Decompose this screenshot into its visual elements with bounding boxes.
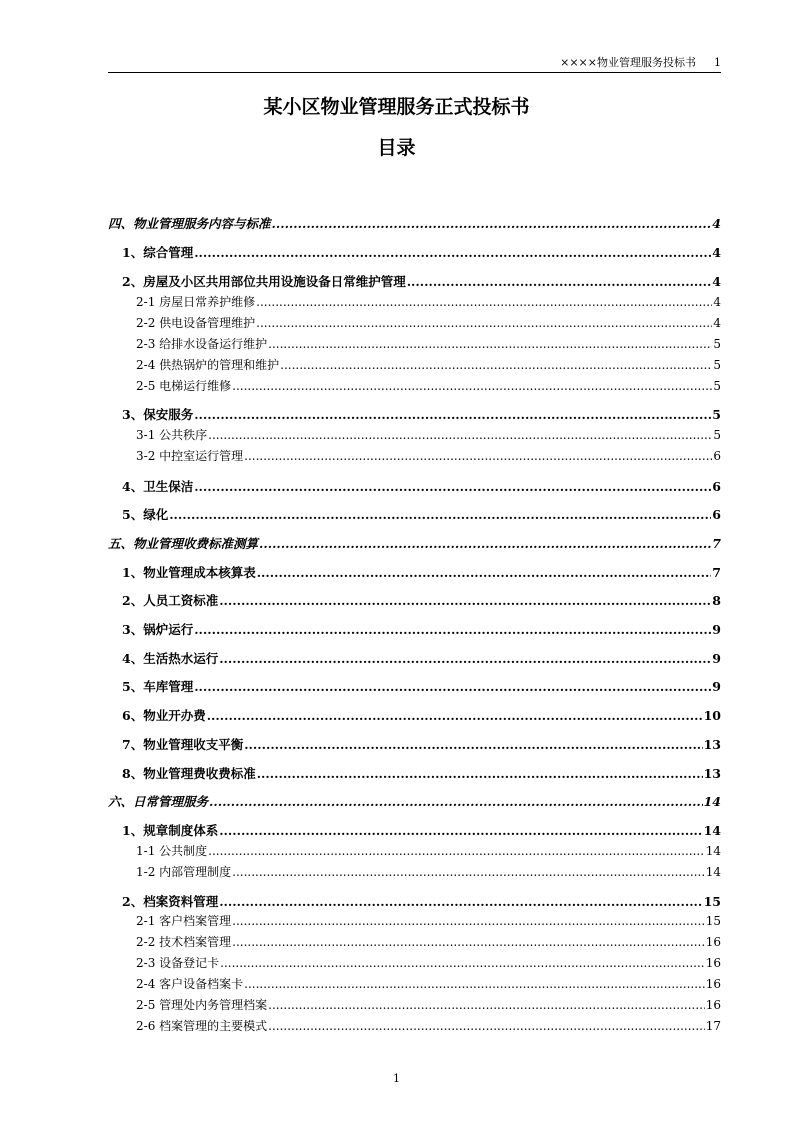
toc-entry-level-1[interactable] <box>108 534 721 552</box>
toc-entry-label: 4、卫生保洁 <box>122 479 194 494</box>
toc-entry-page-number: 16 <box>705 935 721 949</box>
toc-entry-page-number: 7 <box>712 536 721 551</box>
toc-entry-level-2[interactable] <box>122 591 721 609</box>
toc-entry-label: 3、锅炉运行 <box>122 622 194 637</box>
toc-entry-label: 1-1 公共制度 <box>136 844 208 858</box>
toc-entry-label: 5、车库管理 <box>122 679 194 694</box>
toc-leader-dots <box>232 914 705 928</box>
toc-entry-level-3[interactable] <box>136 842 721 859</box>
toc-entry-level-2[interactable] <box>122 706 721 724</box>
toc-entry-page-number: 5 <box>713 428 721 442</box>
toc-entry-page-number: 6 <box>712 507 721 522</box>
toc-entry-label: 2-4 供热锅炉的管理和维护 <box>136 358 280 372</box>
toc-leader-dots <box>232 865 705 879</box>
toc-entry-level-3[interactable] <box>136 314 721 331</box>
toc-entry-page-number: 15 <box>705 914 721 928</box>
toc-leader-dots <box>208 844 705 858</box>
toc-entry-page-number: 6 <box>712 479 721 494</box>
toc-entry-level-1[interactable] <box>108 792 721 810</box>
toc-leader-dots <box>232 935 705 949</box>
toc-entry-level-1[interactable] <box>108 214 721 232</box>
toc-entry-page-number: 7 <box>712 565 721 580</box>
toc-entry-page-number: 6 <box>713 449 721 463</box>
toc-leader-dots <box>194 407 711 422</box>
toc-leader-dots <box>208 428 712 442</box>
toc-leader-dots <box>207 708 703 723</box>
toc-entry-level-3[interactable] <box>136 293 721 310</box>
toc-entry-page-number: 10 <box>703 708 721 723</box>
toc-leader-dots <box>220 956 705 970</box>
toc-entry-level-2[interactable] <box>122 735 721 753</box>
toc-entry-level-2[interactable] <box>122 505 721 523</box>
toc-entry-level-3[interactable] <box>136 975 721 992</box>
toc-entry-label: 7、物业管理收支平衡 <box>122 737 244 752</box>
toc-entry-label: 2-6 档案管理的主要模式 <box>136 1019 268 1033</box>
toc-entry-page-number: 13 <box>703 737 721 752</box>
toc-entry-label: 3-1 公共秩序 <box>136 428 208 442</box>
toc-leader-dots <box>194 245 711 260</box>
toc-entry-level-2[interactable] <box>122 677 721 695</box>
toc-entry-level-3[interactable] <box>136 447 721 464</box>
header-text <box>560 54 721 70</box>
toc-entry-label: 1、物业管理成本核算表 <box>122 565 256 580</box>
toc-entry-page-number: 5 <box>713 337 721 351</box>
toc-leader-dots <box>259 536 711 551</box>
toc-entry-label: 2-2 技术档案管理 <box>136 935 232 949</box>
toc-entry-page-number: 4 <box>713 316 721 330</box>
toc-entry-label: 2-5 电梯运行维修 <box>136 379 232 393</box>
toc-entry-label: 1、规章制度体系 <box>122 823 219 838</box>
toc-entry-label: 6、物业开办费 <box>122 708 206 723</box>
toc-entry-label: 2、档案资料管理 <box>122 894 219 909</box>
toc-entry-page-number: 5 <box>713 379 721 393</box>
toc-leader-dots <box>272 216 712 231</box>
toc-leader-dots <box>407 274 712 289</box>
toc-leader-dots <box>169 507 711 522</box>
toc-leader-dots <box>219 593 711 608</box>
toc-leader-dots <box>232 379 712 393</box>
toc-entry-level-2[interactable] <box>122 764 721 782</box>
toc-leader-dots <box>219 894 702 909</box>
toc-entry-page-number: 4 <box>712 274 721 289</box>
toc-entry-page-number: 5 <box>713 358 721 372</box>
toc-entry-level-3[interactable] <box>136 356 721 373</box>
toc-leader-dots <box>268 998 705 1012</box>
toc-entry-page-number: 9 <box>712 679 721 694</box>
toc-entry-label: 1、综合管理 <box>122 245 194 260</box>
toc-leader-dots <box>244 737 702 752</box>
toc-entry-page-number: 13 <box>703 766 721 781</box>
toc-entry-label: 四、物业管理服务内容与标准 <box>108 216 271 231</box>
toc-entry-level-3[interactable] <box>136 996 721 1013</box>
toc-entry-level-2[interactable] <box>122 563 721 581</box>
toc-entry-level-2[interactable] <box>122 477 721 495</box>
toc-entry-level-3[interactable] <box>136 426 721 443</box>
toc-entry-page-number: 15 <box>703 894 721 909</box>
toc-leader-dots <box>194 679 711 694</box>
toc-entry-level-2[interactable] <box>122 620 721 638</box>
toc-entry-label: 5、绿化 <box>122 507 169 522</box>
toc-entry-level-2[interactable] <box>122 649 721 667</box>
toc-entry-label: 3-2 中控室运行管理 <box>136 449 244 463</box>
toc-leader-dots <box>268 1019 705 1033</box>
toc-leader-dots <box>219 651 711 666</box>
toc-entry-page-number: 14 <box>705 844 721 858</box>
toc-leader-dots <box>219 823 702 838</box>
toc-leader-dots <box>256 295 712 309</box>
toc-entry-label: 8、物业管理费收费标准 <box>122 766 256 781</box>
toc-entry-level-3[interactable] <box>136 863 721 880</box>
toc-entry-page-number: 16 <box>705 998 721 1012</box>
toc-entry-label: 2-1 客户档案管理 <box>136 914 232 928</box>
toc-entry-page-number: 9 <box>712 622 721 637</box>
toc-entry-label: 2-1 房屋日常养护维修 <box>136 295 256 309</box>
toc-entry-label: 2-3 给排水设备运行维护 <box>136 337 268 351</box>
toc-entry-page-number: 14 <box>703 794 721 809</box>
toc-entry-label: 五、物业管理收费标准测算 <box>108 536 259 551</box>
toc-entry-label: 1-2 内部管理制度 <box>136 865 232 879</box>
page-header <box>108 56 721 73</box>
toc-entry-level-3[interactable] <box>136 933 721 950</box>
toc-entry-level-2[interactable] <box>122 272 721 290</box>
toc-entry-level-2[interactable] <box>122 821 721 839</box>
toc-leader-dots <box>194 479 711 494</box>
toc-entry-page-number: 14 <box>703 823 721 838</box>
toc-entry-level-3[interactable] <box>136 1017 721 1034</box>
toc-entry-page-number: 5 <box>712 407 721 422</box>
toc-entry-level-2[interactable] <box>122 243 721 261</box>
toc-entry-label: 2-4 客户设备档案卡 <box>136 977 244 991</box>
toc-entry-page-number: 8 <box>712 593 721 608</box>
toc-entry-label: 3、保安服务 <box>122 407 194 422</box>
page-footer <box>0 1072 793 1085</box>
toc-entry-label: 2-3 设备登记卡 <box>136 956 220 970</box>
toc-entry-level-2[interactable] <box>122 892 721 910</box>
toc-leader-dots <box>194 622 711 637</box>
toc-entry-label: 2-5 管理处内务管理档案 <box>136 998 268 1012</box>
toc-leader-dots <box>256 316 712 330</box>
footer-page-number: 1 <box>393 1072 400 1085</box>
toc-entry-page-number: 16 <box>705 956 721 970</box>
toc-entry-level-3[interactable] <box>136 335 721 352</box>
toc-heading: 目录 <box>377 137 416 159</box>
toc-entry-level-3[interactable] <box>136 377 721 394</box>
header-page-number: 1 <box>714 56 721 69</box>
toc-entry-page-number: 4 <box>712 245 721 260</box>
toc-entry-label: 4、生活热水运行 <box>122 651 219 666</box>
toc-entry-page-number: 17 <box>705 1019 721 1033</box>
document-title: 某小区物业管理服务正式投标书 <box>263 96 530 118</box>
toc-leader-dots <box>280 358 712 372</box>
toc-entry-level-3[interactable] <box>136 912 721 929</box>
toc-entry-page-number: 16 <box>705 977 721 991</box>
header-title: ××××物业管理服务投标书 <box>560 56 696 69</box>
toc-leader-dots <box>244 449 712 463</box>
toc-entry-label: 2、房屋及小区共用部位共用设施设备日常维护管理 <box>122 274 406 289</box>
toc-leader-dots <box>257 565 712 580</box>
toc-leader-dots <box>244 977 705 991</box>
toc-entry-page-number: 4 <box>712 216 721 231</box>
toc-entry-level-3[interactable] <box>136 954 721 971</box>
toc-entry-page-number: 14 <box>705 865 721 879</box>
toc-entry-label: 2、人员工资标准 <box>122 593 219 608</box>
toc-leader-dots <box>257 766 703 781</box>
toc-entry-level-2[interactable] <box>122 405 721 423</box>
toc-entry-label: 六、日常管理服务 <box>108 794 209 809</box>
toc-entry-page-number: 9 <box>712 651 721 666</box>
toc-leader-dots <box>268 337 712 351</box>
toc-leader-dots <box>209 794 703 809</box>
toc-entry-label: 2-2 供电设备管理维护 <box>136 316 256 330</box>
toc-entry-page-number: 4 <box>713 295 721 309</box>
